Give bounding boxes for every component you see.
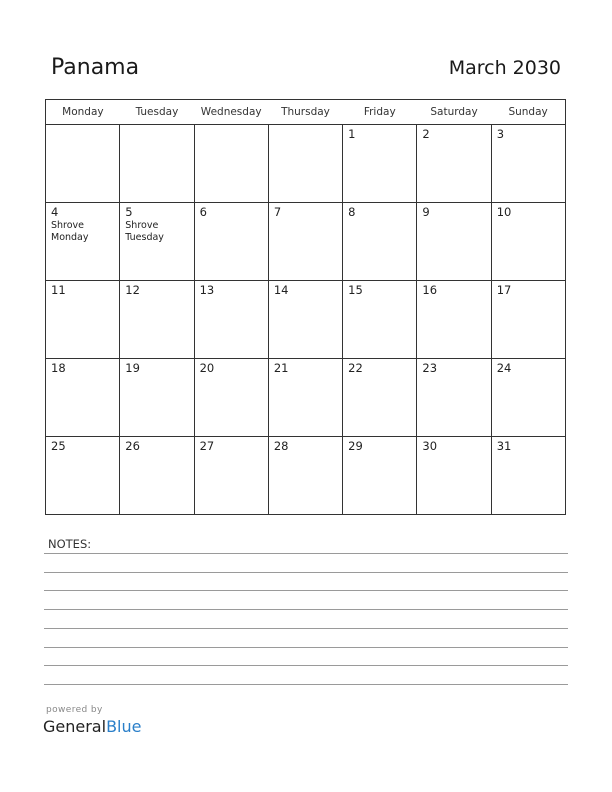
day-number: 25 [51,439,66,453]
day-cell [491,125,565,203]
week-row [46,359,566,437]
day-cell [491,203,565,281]
holiday-label: Shrove Tuesday [125,220,164,243]
day-cell [417,281,491,359]
day-number: 13 [199,283,215,297]
day-cell [194,437,268,515]
day-cell [46,203,120,281]
day-cell [46,437,120,515]
day-cell [120,437,194,515]
weekday-header-row [46,100,566,125]
powered-by-text: powered by [46,705,103,715]
day-cell [46,281,120,359]
day-cell [343,125,417,203]
notes-label: NOTES: [48,537,92,551]
day-number: 22 [348,361,363,375]
day-cell [268,125,342,203]
country-title: Panama [51,55,140,80]
day-cell [491,281,565,359]
note-line [44,665,568,666]
day-cell [268,359,342,437]
brand-general-text: General [43,717,107,736]
day-number: 19 [125,361,140,375]
note-line [44,553,568,554]
holiday-label: Shrove Monday [51,220,89,243]
day-number: 9 [422,205,430,219]
day-cell [343,437,417,515]
weekday-header: Monday [46,100,120,125]
weekday-header: Thursday [268,100,342,125]
note-line [44,590,568,591]
day-number: 7 [273,205,282,219]
week-row [46,203,566,281]
day-number: 10 [496,205,512,219]
day-cell [120,359,194,437]
day-number: 8 [348,205,356,219]
day-number: 4 [51,205,59,219]
day-number: 17 [496,283,512,297]
day-cell [194,281,268,359]
day-number: 20 [199,361,215,375]
day-cell [46,359,120,437]
day-number: 2 [422,127,430,141]
day-number: 28 [273,439,289,453]
day-cell [491,359,565,437]
note-line [44,647,568,648]
brand-logo [43,717,141,736]
day-number: 18 [51,361,66,375]
day-number: 24 [496,361,512,375]
day-cell [120,203,194,281]
day-number: 16 [422,283,438,297]
day-number: 11 [51,283,66,297]
month-year-title: March 2030 [448,57,561,79]
note-line [44,609,568,610]
day-cell [343,281,417,359]
day-cell [417,125,491,203]
day-cell [194,203,268,281]
weekday-header: Saturday [417,100,491,125]
week-row [46,437,566,515]
week-row [46,281,566,359]
weekday-header: Wednesday [194,100,268,125]
day-cell [194,359,268,437]
day-cell [417,437,491,515]
weekday-header: Friday [343,100,417,125]
weekday-header: Tuesday [120,100,194,125]
day-number: 14 [273,283,289,297]
note-line [44,684,568,685]
day-cell [120,125,194,203]
day-cell [491,437,565,515]
day-cell [343,203,417,281]
day-number: 1 [348,127,356,141]
day-cell [194,125,268,203]
day-cell [417,359,491,437]
day-number: 3 [496,127,505,141]
day-cell [46,125,120,203]
week-row [46,125,566,203]
day-number: 27 [199,439,215,453]
day-cell [343,359,417,437]
day-number: 23 [422,361,438,375]
day-cell [417,203,491,281]
note-line [44,628,568,629]
brand-blue-text: Blue [106,717,142,736]
day-cell [268,281,342,359]
day-cell [268,437,342,515]
day-cell [268,203,342,281]
day-number: 6 [199,205,207,219]
day-number: 5 [125,205,133,219]
day-number: 12 [125,283,140,297]
day-number: 26 [125,439,140,453]
day-number: 15 [348,283,363,297]
day-number: 29 [348,439,363,453]
day-cell [120,281,194,359]
calendar-grid [45,99,566,515]
day-number: 30 [422,439,438,453]
day-number: 31 [496,439,512,453]
day-number: 21 [273,361,289,375]
note-line [44,572,568,573]
weekday-header: Sunday [491,100,565,125]
